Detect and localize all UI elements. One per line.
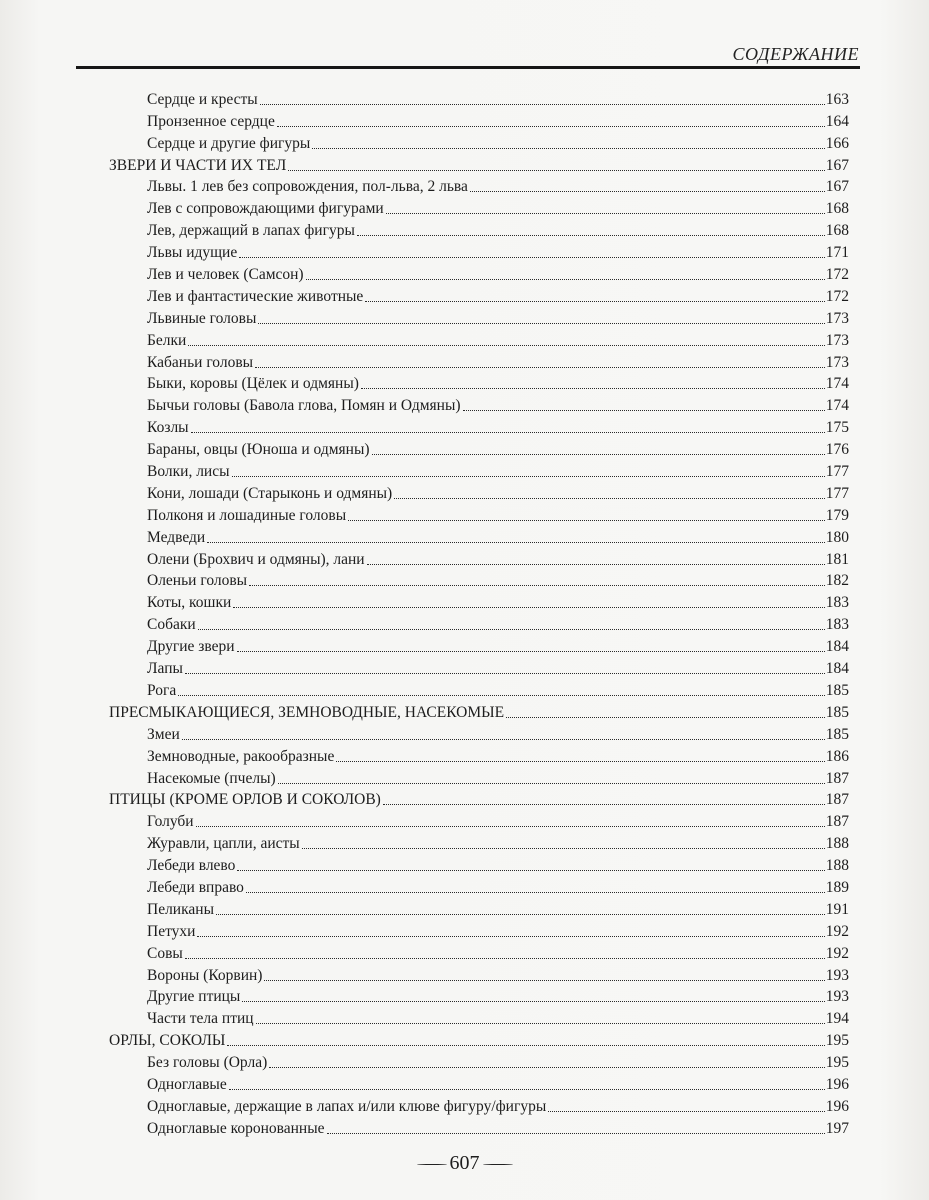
dot-leader	[327, 1133, 825, 1134]
header-rule	[76, 66, 860, 69]
dot-leader	[185, 673, 825, 674]
toc-entry-page: 163	[825, 90, 849, 108]
dot-leader	[237, 651, 825, 652]
toc-entry	[0, 985, 929, 1007]
dot-leader	[269, 1067, 824, 1068]
toc-entry-title: ПТИЦЫ (КРОМЕ ОРЛОВ И СОКОЛОВ)	[109, 791, 381, 809]
toc-entry-page: 167	[825, 156, 849, 174]
toc-entry	[0, 569, 929, 591]
toc-entry	[0, 678, 929, 700]
toc-entry-page: 184	[825, 660, 849, 678]
dot-leader	[255, 367, 825, 368]
toc-entry-page: 181	[825, 550, 849, 568]
toc-entry-page: 177	[825, 484, 849, 502]
toc-entry-page: 192	[825, 922, 849, 940]
toc-entry-title: ЗВЕРИ И ЧАСТИ ИХ ТЕЛ	[109, 156, 287, 174]
dot-leader	[229, 1089, 825, 1090]
dot-leader	[361, 388, 825, 389]
toc-entry-page: 194	[825, 1010, 849, 1028]
dot-leader	[178, 695, 825, 696]
toc-entry-page: 174	[825, 375, 849, 393]
toc-entry-page: 171	[825, 244, 849, 262]
dot-leader	[336, 761, 824, 762]
toc-entry	[0, 306, 929, 328]
toc-entry-page: 185	[825, 681, 849, 699]
dot-leader	[260, 104, 825, 105]
toc-entry-title: Полконя и лошадиные головы	[147, 506, 347, 524]
toc-entry	[0, 722, 929, 744]
toc-entry-page: 187	[825, 769, 849, 787]
toc-entry-page: 183	[825, 594, 849, 612]
toc-entry-page: 185	[825, 703, 849, 721]
toc-entry	[0, 415, 929, 437]
toc-entry	[0, 766, 929, 788]
toc-entry-title: Пронзенное сердце	[147, 112, 275, 130]
dot-leader	[182, 739, 825, 740]
dot-leader	[198, 629, 825, 630]
dot-leader	[197, 936, 824, 937]
page-number	[0, 1152, 929, 1175]
toc-entry-page: 183	[825, 616, 849, 634]
toc-entry-page: 186	[825, 747, 849, 765]
toc-entry-page: 180	[825, 528, 849, 546]
toc-entry-title: Лев с сопровождающими фигурами	[147, 200, 384, 218]
dot-leader	[312, 148, 824, 149]
toc-entry-title: Львы идущие	[147, 244, 238, 262]
toc-entry	[0, 831, 929, 853]
toc-entry	[0, 131, 929, 153]
dot-leader	[548, 1111, 825, 1112]
toc-entry-title: Быки, коровы (Цёлек и одмяны)	[147, 375, 359, 393]
toc-entry-title: Пеликаны	[147, 900, 214, 918]
dot-leader	[278, 783, 825, 784]
toc-entry	[0, 503, 929, 525]
toc-entry-title: Лебеди влево	[147, 857, 236, 875]
toc-entry-page: 196	[825, 1075, 849, 1093]
toc-entry-page: 172	[825, 266, 849, 284]
toc-entry-page: 175	[825, 419, 849, 437]
toc-entry	[0, 919, 929, 941]
toc-entry-title: Рога	[147, 681, 177, 699]
toc-entry-page: 195	[825, 1054, 849, 1072]
toc-entry	[0, 656, 929, 678]
toc-entry-page: 187	[825, 813, 849, 831]
toc-entry	[0, 853, 929, 875]
toc-entry-page: 189	[825, 878, 849, 896]
toc-entry	[0, 1116, 929, 1138]
toc-entry-title: Совы	[147, 944, 183, 962]
toc-entry-title: Земноводные, ракообразные	[147, 747, 335, 765]
toc-section-heading	[0, 1028, 929, 1050]
dot-leader	[188, 345, 824, 346]
toc-entry-page: 184	[825, 638, 849, 656]
toc-entry-title: Одноглавые коронованные	[147, 1119, 325, 1137]
toc-entry-title: Бычьи головы (Бавола глова, Помян и Одмяны)	[147, 397, 461, 415]
toc-entry	[0, 350, 929, 372]
toc-entry-title: Собаки	[147, 616, 196, 634]
toc-entry	[0, 897, 929, 919]
toc-entry	[0, 525, 929, 547]
toc-entry-title: Змеи	[147, 725, 180, 743]
dot-leader	[372, 454, 825, 455]
toc-entry	[0, 87, 929, 109]
toc-entry	[0, 1072, 929, 1094]
dot-leader	[506, 717, 825, 718]
toc-entry-page: 172	[825, 287, 849, 305]
toc-entry-title: Вороны (Корвин)	[147, 966, 263, 984]
toc-entry	[0, 196, 929, 218]
toc-entry-page: 164	[825, 112, 849, 130]
toc-entry	[0, 437, 929, 459]
dot-leader	[306, 279, 825, 280]
table-of-contents	[0, 87, 929, 1138]
toc-entry	[0, 963, 929, 985]
toc-entry-page: 193	[825, 988, 849, 1006]
toc-entry-page: 167	[825, 178, 849, 196]
dot-leader	[365, 301, 824, 302]
toc-entry-page: 166	[825, 134, 849, 152]
toc-entry	[0, 547, 929, 569]
toc-entry-page: 187	[825, 791, 849, 809]
toc-entry-title: Оленьи головы	[147, 572, 248, 590]
dot-leader	[207, 542, 825, 543]
toc-entry	[0, 481, 929, 503]
dot-leader	[246, 892, 825, 893]
toc-entry	[0, 875, 929, 897]
toc-entry-page: 192	[825, 944, 849, 962]
dot-leader	[394, 498, 825, 499]
toc-entry-title: ОРЛЫ, СОКОЛЫ	[109, 1032, 226, 1050]
dot-leader	[277, 126, 825, 127]
dot-leader	[367, 564, 825, 565]
dot-leader	[348, 520, 825, 521]
toc-entry	[0, 328, 929, 350]
toc-entry-title: Петухи	[147, 922, 196, 940]
toc-entry-title: Бараны, овцы (Юноша и одмяны)	[147, 441, 370, 459]
dot-leader	[386, 213, 825, 214]
toc-entry-page: 193	[825, 966, 849, 984]
toc-entry-title: Лев и человек (Самсон)	[147, 266, 304, 284]
dot-leader	[288, 170, 825, 171]
toc-entry-page: 168	[825, 200, 849, 218]
toc-entry-title: Части тела птиц	[147, 1010, 254, 1028]
toc-entry	[0, 634, 929, 656]
dot-leader	[233, 607, 824, 608]
toc-entry-page: 173	[825, 353, 849, 371]
toc-entry-page: 185	[825, 725, 849, 743]
toc-entry-title: Кабаньи головы	[147, 353, 254, 371]
toc-entry-page: 188	[825, 857, 849, 875]
toc-entry-title: Кони, лошади (Старыконь и одмяны)	[147, 484, 393, 502]
toc-entry	[0, 1094, 929, 1116]
toc-entry-title: Без головы (Орла)	[147, 1054, 268, 1072]
toc-entry-title: Лев, держащий в лапах фигуры	[147, 222, 355, 240]
toc-entry-title: Медведи	[147, 528, 206, 546]
toc-entry	[0, 109, 929, 131]
toc-entry-title: Коты, кошки	[147, 594, 232, 612]
toc-entry-title: Белки	[147, 331, 187, 349]
dot-leader	[242, 1001, 824, 1002]
toc-entry-title: Львы. 1 лев без сопровождения, пол-льва, 2 льва	[147, 178, 468, 196]
toc-entry	[0, 744, 929, 766]
toc-entry	[0, 240, 929, 262]
toc-entry-page: 191	[825, 900, 849, 918]
toc-entry-title: Одноглавые	[147, 1075, 227, 1093]
toc-entry	[0, 612, 929, 634]
toc-entry-page: 179	[825, 506, 849, 524]
dot-leader	[383, 804, 825, 805]
toc-entry-title: Лебеди вправо	[147, 878, 244, 896]
toc-entry	[0, 262, 929, 284]
toc-entry-page: 173	[825, 309, 849, 327]
toc-entry-page: 197	[825, 1119, 849, 1137]
toc-entry-title: Козлы	[147, 419, 189, 437]
running-head: СОДЕРЖАНИЕ	[732, 44, 859, 64]
folio-dash-right	[483, 1164, 513, 1165]
dot-leader	[185, 958, 825, 959]
toc-entry-title: Лапы	[147, 660, 183, 678]
toc-entry-title: Насекомые (пчелы)	[147, 769, 276, 787]
toc-entry-page: 188	[825, 835, 849, 853]
toc-entry-page: 182	[825, 572, 849, 590]
toc-entry-page: 174	[825, 397, 849, 415]
toc-section-heading	[0, 788, 929, 810]
dot-leader	[302, 848, 825, 849]
toc-entry-title: Волки, лисы	[147, 463, 230, 481]
dot-leader	[227, 1045, 824, 1046]
dot-leader	[216, 914, 825, 915]
dot-leader	[264, 980, 824, 981]
toc-entry	[0, 284, 929, 306]
dot-leader	[239, 257, 825, 258]
toc-entry-title: Журавли, цапли, аисты	[147, 835, 300, 853]
page-number-text: 607	[449, 1152, 480, 1174]
toc-entry-title: Голуби	[147, 813, 194, 831]
dot-leader	[196, 826, 825, 827]
toc-entry	[0, 941, 929, 963]
dot-leader	[191, 432, 825, 433]
toc-entry-page: 173	[825, 331, 849, 349]
toc-entry-title: ПРЕСМЫКАЮЩИЕСЯ, ЗЕМНОВОДНЫЕ, НАСЕКОМЫЕ	[109, 703, 505, 721]
toc-entry-title: Олени (Брохвич и одмяны), лани	[147, 550, 365, 568]
toc-entry-title: Лев и фантастические животные	[147, 287, 364, 305]
toc-entry	[0, 1006, 929, 1028]
toc-entry-page: 168	[825, 222, 849, 240]
toc-entry	[0, 372, 929, 394]
toc-section-heading	[0, 153, 929, 175]
toc-entry	[0, 590, 929, 612]
toc-entry	[0, 1050, 929, 1072]
dot-leader	[470, 191, 825, 192]
toc-entry-title: Другие звери	[147, 638, 235, 656]
toc-section-heading	[0, 700, 929, 722]
dot-leader	[249, 585, 825, 586]
toc-entry-page: 177	[825, 463, 849, 481]
dot-leader	[232, 476, 825, 477]
toc-entry-title: Львиные головы	[147, 309, 257, 327]
toc-entry	[0, 459, 929, 481]
toc-entry-title: Другие птицы	[147, 988, 241, 1006]
toc-entry	[0, 809, 929, 831]
toc-entry-title: Сердце и кресты	[147, 90, 258, 108]
folio-dash-left	[417, 1164, 447, 1165]
toc-entry	[0, 393, 929, 415]
toc-entry-title: Сердце и другие фигуры	[147, 134, 311, 152]
toc-entry	[0, 218, 929, 240]
dot-leader	[463, 410, 825, 411]
dot-leader	[357, 235, 825, 236]
dot-leader	[237, 870, 824, 871]
dot-leader	[258, 323, 824, 324]
toc-entry	[0, 175, 929, 197]
toc-entry-page: 195	[825, 1032, 849, 1050]
toc-entry-page: 176	[825, 441, 849, 459]
toc-entry-page: 196	[825, 1097, 849, 1115]
dot-leader	[256, 1023, 825, 1024]
toc-entry-title: Одноглавые, держащие в лапах и/или клюве фигуру/фигуры	[147, 1097, 547, 1115]
